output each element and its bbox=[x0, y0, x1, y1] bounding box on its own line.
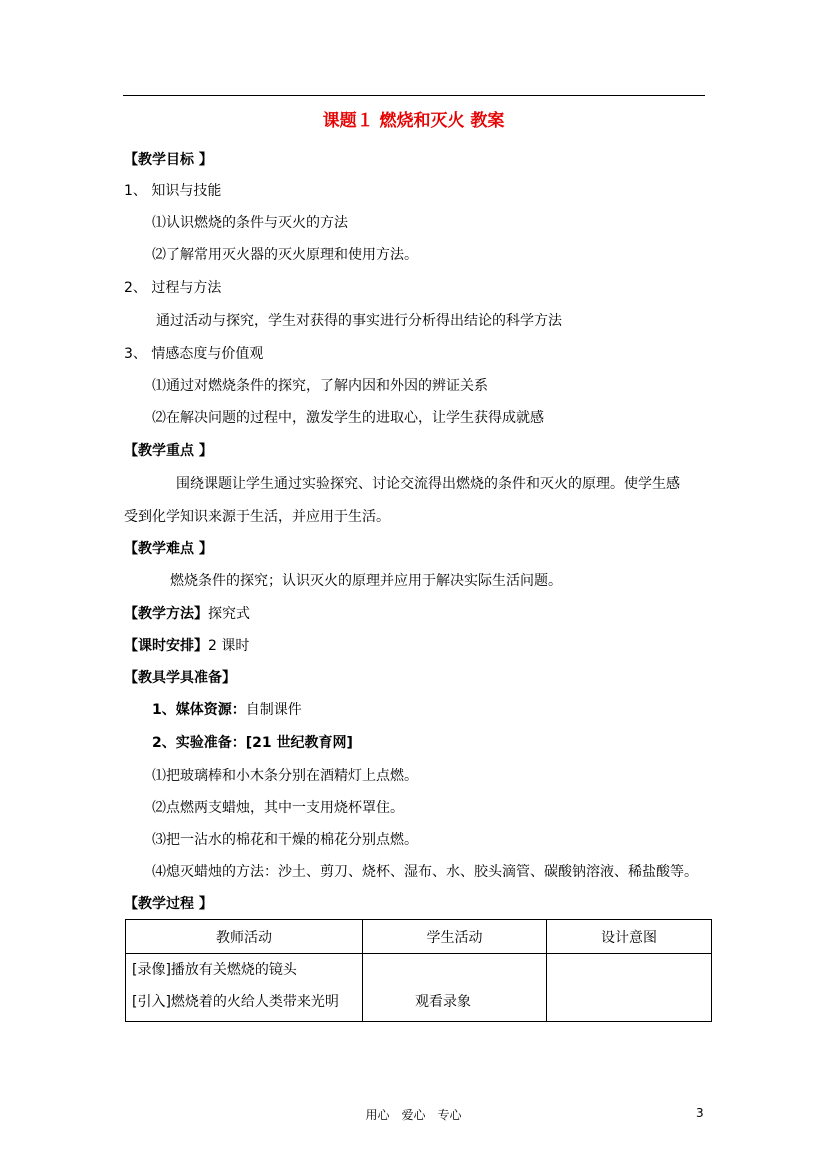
schedule-line bbox=[124, 635, 249, 655]
page-number: 3 bbox=[696, 1106, 704, 1120]
page-footer: 用心 爱心 专心 bbox=[365, 1108, 462, 1122]
objective-process-item: 通过活动与探究，学生对获得的事实进行分析得出结论的科学方法 bbox=[156, 313, 562, 329]
prep-media-value: 自制课件 bbox=[245, 702, 302, 718]
cell-student-activity bbox=[363, 954, 547, 1022]
objective-attitude-item: ⑵在解决问题的过程中，激发学生的进取心，让学生获得成就感 bbox=[152, 410, 544, 426]
objective-attitude-heading: 3、 情感态度与价值观 bbox=[124, 346, 264, 362]
student-activity-text: 观看录象 bbox=[415, 994, 471, 1010]
prep-heading: 【教具学具准备】 bbox=[124, 670, 236, 686]
key-points-text: 受到化学知识来源于生活，并应用于生活。 bbox=[124, 509, 390, 525]
prep-media-label: 1、媒体资源： bbox=[152, 702, 246, 718]
header-rule bbox=[123, 95, 705, 96]
objective-attitude-item: ⑴通过对燃烧条件的探究，了解内因和外因的辨证关系 bbox=[152, 378, 488, 394]
method-heading: 【教学方法】 bbox=[124, 606, 208, 622]
cell-design-intent bbox=[547, 954, 712, 1022]
prep-experiment-item: ⑷熄灭蜡烛的方法：沙土、剪刀、烧杯、湿布、水、胶头滴管、碳酸钠溶液、稀盐酸等。 bbox=[152, 864, 698, 880]
difficulty-text: 燃烧条件的探究；认识灭火的原理并应用于解决实际生活问题。 bbox=[170, 573, 562, 589]
process-table bbox=[125, 919, 712, 1022]
schedule-value: 2 课时 bbox=[208, 638, 250, 654]
prep-experiment-item: ⑵点燃两支蜡烛，其中一支用烧杯罩住。 bbox=[152, 800, 404, 816]
method-line bbox=[124, 603, 250, 623]
objective-knowledge-heading: 1、 知识与技能 bbox=[124, 183, 222, 199]
prep-experiment-label: 2、实验准备：[21 世纪教育网] bbox=[152, 735, 353, 751]
process-heading: 【教学过程 】 bbox=[124, 896, 213, 912]
prep-media-line bbox=[152, 699, 302, 719]
header-design-intent: 设计意图 bbox=[547, 920, 712, 954]
prep-experiment-item: ⑶把一沾水的棉花和干燥的棉花分别点燃。 bbox=[152, 832, 418, 848]
key-points-text: 围绕课题让学生通过实验探究、讨论交流得出燃烧的条件和灭火的原理。使学生感 bbox=[176, 476, 680, 492]
objective-knowledge-item: ⑴认识燃烧的条件与灭火的方法 bbox=[152, 215, 348, 231]
header-teacher-activity: 教师活动 bbox=[126, 920, 363, 954]
header-student-activity: 学生活动 bbox=[363, 920, 547, 954]
table-row bbox=[126, 954, 712, 1022]
key-points-heading: 【教学重点 】 bbox=[124, 443, 213, 459]
document-title: 课题１ 燃烧和灭火 教案 bbox=[322, 111, 505, 131]
teacher-activity-line: [引入]燃烧着的火给人类带来光明 bbox=[132, 994, 339, 1010]
method-value: 探究式 bbox=[208, 606, 250, 622]
prep-experiment-item: ⑴把玻璃棒和小木条分别在酒精灯上点燃。 bbox=[152, 768, 418, 784]
teacher-activity-line: [录像]播放有关燃烧的镜头 bbox=[132, 962, 297, 978]
objective-knowledge-item: ⑵了解常用灭火器的灭火原理和使用方法。 bbox=[152, 247, 418, 263]
schedule-heading: 【课时安排】 bbox=[124, 638, 208, 654]
cell-teacher-activity bbox=[126, 954, 363, 1022]
objectives-heading: 【教学目标 】 bbox=[124, 152, 213, 168]
difficulty-heading: 【教学难点 】 bbox=[124, 541, 213, 557]
objective-process-heading: 2、 过程与方法 bbox=[124, 280, 222, 296]
table-header-row bbox=[126, 920, 712, 954]
